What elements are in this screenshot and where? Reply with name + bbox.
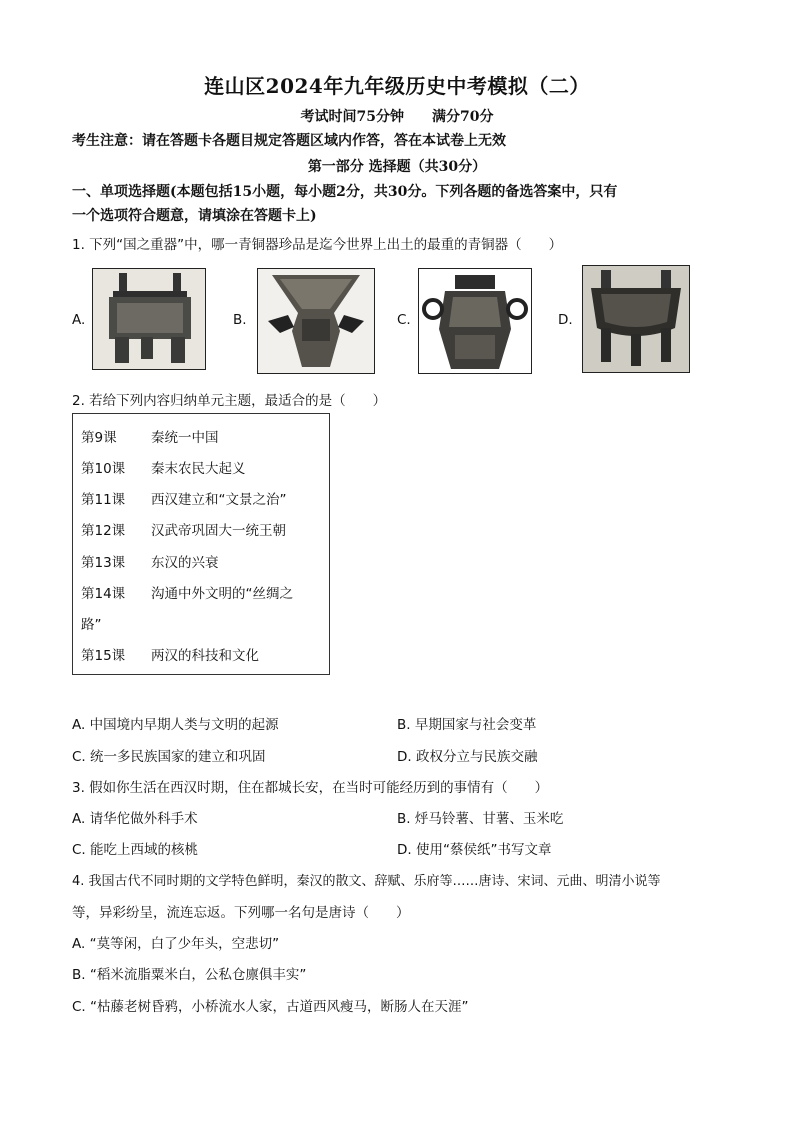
lesson-row (81, 582, 293, 602)
lesson-number: 第10课 (81, 461, 126, 477)
q1-option-b-letter[interactable]: B. (233, 312, 247, 328)
question-3-stem: 3. 假如你生活在西汉时期，住在都城长安，在当时可能经历到的事情有（ ） (72, 780, 549, 796)
question-4-stem-line2: 等，异彩纷呈，流连忘返。下列哪一名句是唐诗（ ） (72, 905, 410, 921)
tripod-ding-bronze-icon (582, 265, 690, 373)
q3-option-b[interactable]: B. 烀马铃薯、甘薯、玉米吃 (397, 811, 564, 827)
lesson-name: 西汉建立和“文景之治” (151, 492, 287, 508)
lesson-number: 第9课 (81, 430, 117, 446)
lesson-row (81, 613, 151, 633)
q4-option-c[interactable]: C. “枯藤老树昏鸦，小桥流水人家，古道西风瘦马，断肠人在天涯” (72, 999, 469, 1015)
q3-option-a[interactable]: A. 请华佗做外科手术 (72, 811, 198, 827)
lesson-row (81, 426, 219, 446)
question-1-stem: 1. 下列“国之重器”中，哪一青铜器珍品是迄今世界上出土的最重的青铜器（ ） (72, 237, 563, 253)
square-ding-bronze-icon (92, 268, 206, 370)
lesson-row (81, 488, 287, 508)
q1-option-d-letter[interactable]: D. (558, 312, 573, 328)
exam-title: 连山区2024年九年级历史中考模拟（二） (204, 74, 590, 98)
q2-option-b[interactable]: B. 早期国家与社会变革 (397, 717, 537, 733)
q1-option-c-letter[interactable]: C. (397, 312, 411, 328)
lei-vessel-bronze-icon (418, 268, 532, 374)
lesson-row (81, 519, 286, 539)
lesson-list-table (72, 413, 330, 675)
lesson-name: 秦末农民大起义 (151, 461, 246, 477)
lesson-name: 秦统一中国 (151, 430, 219, 446)
lesson-name: 汉武帝巩固大一统王朝 (151, 523, 286, 539)
lesson-number: 第14课 (81, 586, 126, 602)
question-2-stem: 2. 若给下列内容归纳单元主题，最适合的是（ ） (72, 393, 387, 409)
zun-vessel-bronze-icon (257, 268, 375, 374)
section-instructions-line1: 一、单项选择题(本题包括15小题，每小题2分，共30分。下列各题的备选答案中，只有 (72, 184, 618, 200)
lesson-number: 路” (81, 617, 102, 633)
lesson-number: 第13课 (81, 555, 126, 571)
q3-option-c[interactable]: C. 能吃上西域的核桃 (72, 842, 199, 858)
q2-option-d[interactable]: D. 政权分立与民族交融 (397, 749, 538, 765)
lesson-name: 沟通中外文明的“丝绸之 (151, 586, 293, 602)
lesson-row (81, 644, 259, 664)
lesson-name: 东汉的兴衰 (151, 555, 219, 571)
q1-option-a-letter[interactable]: A. (72, 312, 86, 328)
q4-option-b[interactable]: B. “稻米流脂粟米白，公私仓廪俱丰实” (72, 967, 307, 983)
lesson-number: 第12课 (81, 523, 126, 539)
part-heading: 第一部分 选择题（共30分） (307, 159, 487, 175)
question-4-stem-line1: 4. 我国古代不同时期的文学特色鲜明，秦汉的散文、辞赋、乐府等……唐诗、宋词、元曲、明清小说等 (72, 874, 661, 889)
lesson-number: 第11课 (81, 492, 126, 508)
section-instructions-line2: 一个选项符合题意，请填涂在答题卡上) (72, 208, 317, 224)
lesson-number: 第15课 (81, 648, 126, 664)
lesson-row (81, 457, 246, 477)
q3-option-d[interactable]: D. 使用“蔡侯纸”书写文章 (397, 842, 552, 858)
q4-option-a[interactable]: A. “莫等闲，白了少年头，空悲切” (72, 936, 280, 952)
q2-option-c[interactable]: C. 统一多民族国家的建立和巩固 (72, 749, 266, 765)
lesson-row (81, 551, 219, 571)
exam-notice: 考生注意：请在答题卡各题目规定答题区域内作答，答在本试卷上无效 (72, 133, 506, 149)
lesson-name: 两汉的科技和文化 (151, 648, 259, 664)
exam-time-score: 考试时间75分钟 满分70分 (300, 109, 494, 125)
q2-option-a[interactable]: A. 中国境内早期人类与文明的起源 (72, 717, 279, 733)
